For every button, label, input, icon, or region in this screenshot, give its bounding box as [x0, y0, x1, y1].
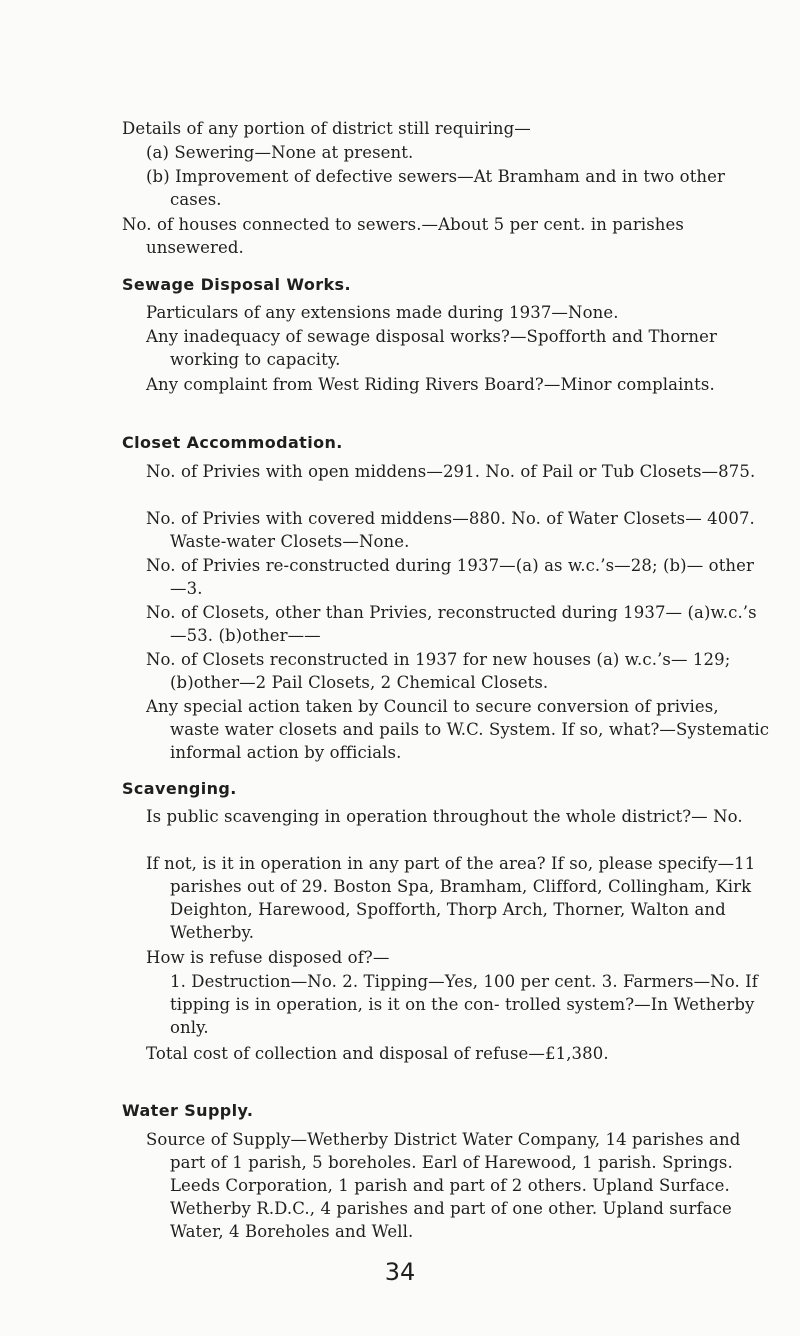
closet-special-action: Any special action taken by Council to secure conversion of privies, waste water closets and pails to W.C. System. If so, what?—Systematic informal action by officials.: [146, 697, 770, 762]
page-number: 34: [384, 1258, 416, 1286]
water-heading: Water Supply.: [122, 1101, 254, 1120]
closet-privies-covered: No. of Privies with covered middens—880. No. of Water Closets— 4007. Waste-water Closets—None.: [146, 509, 755, 551]
sewage-inadequacy: Any inadequacy of sewage disposal works?—Spofforth and Thorner working to capacity.: [146, 327, 717, 369]
closet-privies-reconstructed: No. of Privies re-constructed during 1937—(a) as w.c.’s—28; (b)— other—3.: [146, 556, 755, 598]
closet-heading: Closet Accommodation.: [122, 433, 343, 452]
closet-privies-open: No. of Privies with open middens—291. No. of Pail or Tub Closets—875.: [146, 462, 756, 481]
water-source: Source of Supply—Wetherby District Water Company, 14 parishes and part of 1 parish, 5 boreholes. Earl of Harewood, 1 parish. Springs. Leeds Corporation, 1 parish and part of 2 others. Upland Surface. Wetherby R.D.C., 4 parishes and part of one other. Upland surface Water, 4 Boreholes and Well.: [146, 1130, 741, 1241]
sewage-extensions: Particulars of any extensions made during 1937—None.: [146, 303, 619, 322]
scavenging-disposal-methods: 1. Destruction—No. 2. Tipping—Yes, 100 per cent. 3. Farmers—No. If tipping is in operation, is it on the con- trolled system?—In Wetherby only.: [170, 972, 758, 1037]
scavenging-public: Is public scavenging in operation throughout the whole district?— No.: [146, 807, 743, 826]
intro-item-a: (a) Sewering—None at present.: [146, 143, 414, 162]
closet-new-houses: No. of Closets reconstructed in 1937 for new houses (a) w.c.’s— 129; (b)other—2 Pail Closets, 2 Chemical Closets.: [146, 650, 731, 692]
scavenging-heading: Scavenging.: [122, 779, 237, 798]
intro-item-b: (b) Improvement of defective sewers—At Bramham and in two other cases.: [146, 167, 726, 209]
sewage-heading: Sewage Disposal Works.: [122, 275, 351, 294]
scavenging-parishes: If not, is it in operation in any part of the area? If so, please specify—11 parishes out of 29. Boston Spa, Bramham, Clifford, Collingham, Kirk Deighton, Harewood, Spofforth, Thorp Arch, Thorner, Walton and Wetherby.: [146, 854, 756, 942]
intro-lead: Details of any portion of district still requiring—: [122, 119, 531, 138]
intro-houses: No. of houses connected to sewers.—About 5 per cent. in parishes unsewered.: [122, 215, 684, 257]
scavenging-total-cost: Total cost of collection and disposal of refuse—£1,380.: [146, 1044, 609, 1063]
sewage-complaint: Any complaint from West Riding Rivers Board?—Minor complaints.: [146, 375, 715, 394]
closet-other-reconstructed: No. of Closets, other than Privies, reconstructed during 1937— (a)w.c.’s—53. (b)other——: [146, 603, 757, 645]
scavenging-disposal-question: How is refuse disposed of?—: [146, 948, 390, 967]
